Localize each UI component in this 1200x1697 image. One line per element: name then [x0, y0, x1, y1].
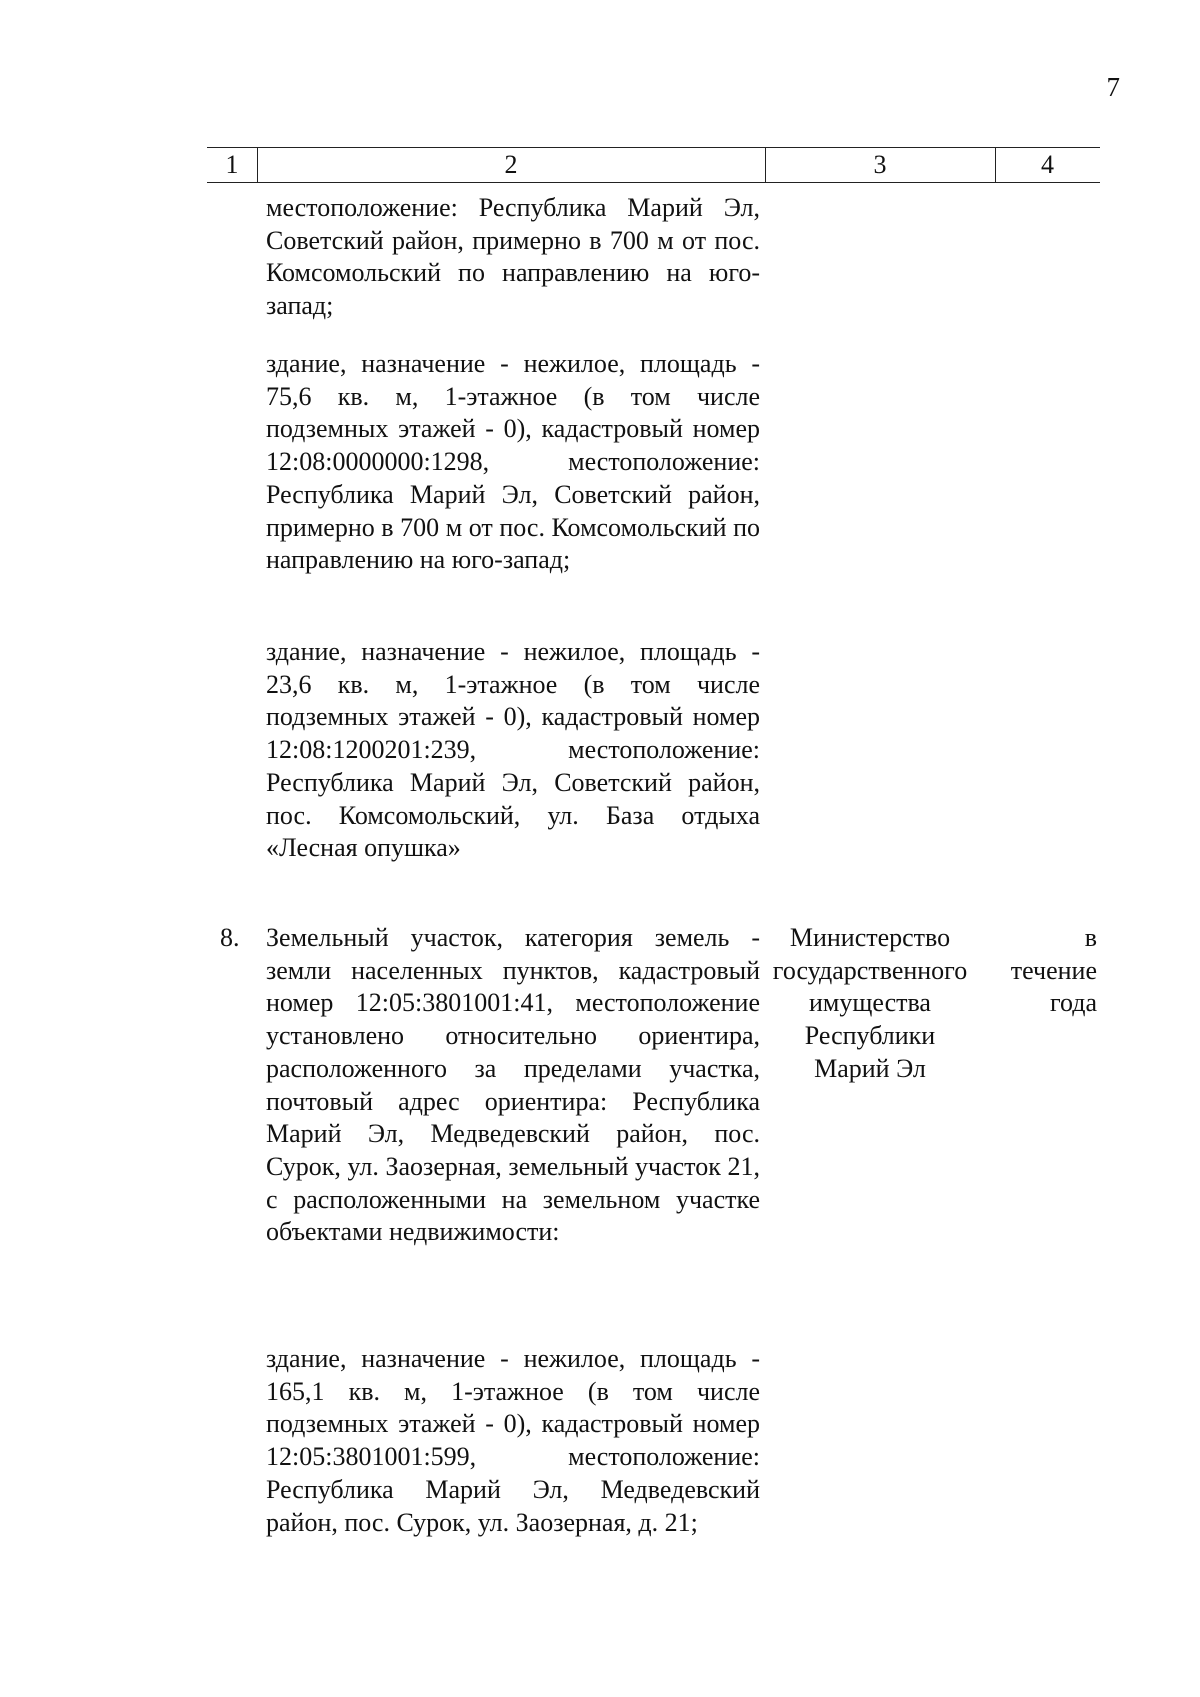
responsible-authority: Министерство государственного имущества Республики Марий Эл [772, 923, 968, 1083]
deadline-line-3: года [1049, 988, 1097, 1018]
page-number: 7 [1106, 72, 1120, 102]
header-col-3: 3 [873, 150, 887, 179]
text-block-land-plot: Земельный участок, категория земель - земли населенных пунктов, кадастровый номер 12:05:3801001:41, местоположение установлено относительно ориентира, расположенного за пределами участка, почтовый адрес ориентира: Республика Марий Эл, Медведевский район, пос. Сурок, ул. Заозерная, земельный участок 21, с расположенными на земельном участке объектами недвижимости: [266, 923, 760, 1247]
text-block-building-239: здание, назначение - нежилое, площадь - 23,6 кв. м, 1-этажное (в том числе подземных этажей - 0), кадастровый номер 12:08:1200201:239, местоположение: Республика Марий Эл, Советский район, пос. Комсомольский, ул. База отдыха «Лесная опушка» [266, 637, 760, 863]
text-block-building-599: здание, назначение - нежилое, площадь - 165,1 кв. м, 1-этажное (в том числе подземных этажей - 0), кадастровый номер 12:05:3801001:599, местоположение: Республика Марий Эл, Медведевский район, пос. Сурок, ул. Заозерная, д. 21; [266, 1344, 760, 1537]
header-col-1: 1 [225, 150, 239, 179]
text-block-location: местоположение: Республика Марий Эл, Советский район, примерно в 700 м от пос. Комсомольский по направлению на юго-запад; [266, 193, 760, 321]
deadline-line-1: в [1084, 923, 1097, 952]
deadline-line-2: течение [1010, 955, 1097, 985]
deadline [985, 922, 1097, 1020]
row-number: 8. [220, 923, 240, 952]
header-col-2: 2 [504, 150, 518, 179]
table-header-row [207, 147, 1100, 183]
header-col-4: 4 [1041, 150, 1054, 179]
text-block-building-1298: здание, назначение - нежилое, площадь - 75,6 кв. м, 1-этажное (в том числе подземных этажей - 0), кадастровый номер 12:08:0000000:1298, местоположение: Республика Марий Эл, Советский район, примерно в 700 м от пос. Комсомольский по направлению на юго-запад; [266, 349, 760, 575]
